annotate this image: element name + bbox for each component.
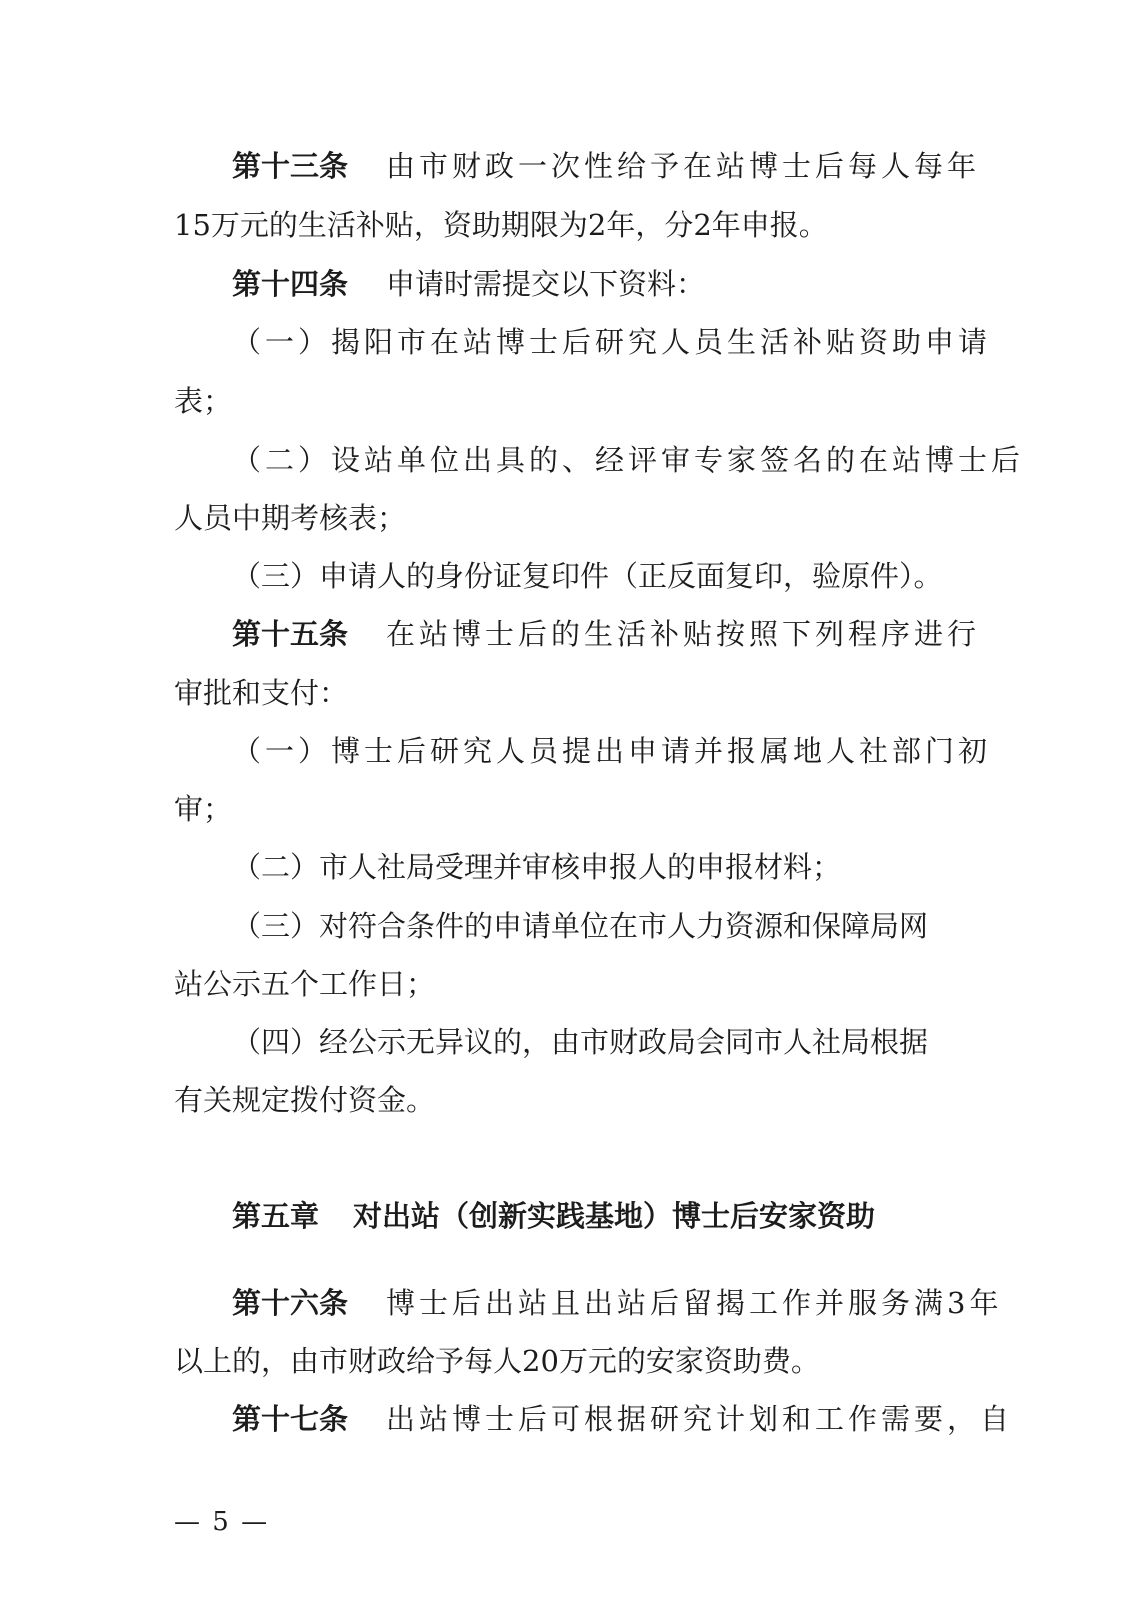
page-number: — 5 — xyxy=(174,1507,270,1537)
chapter-title: 对出站（创新实践基地）博士后安家资助 xyxy=(353,1199,876,1233)
article-14-item-3: （三）申请人的身份证复印件（正反面复印，验原件）。 xyxy=(232,559,943,593)
article-15-item-1: （一）博士后研究人员提出申请并报属地人社部门初 xyxy=(232,734,992,768)
article-15-continuation: 审批和支付： xyxy=(174,676,349,710)
article-17-text: 出站博士后可根据研究计划和工作需要，自 xyxy=(386,1402,1014,1436)
article-15-item-3-continuation: 站公示五个工作日； xyxy=(174,967,436,1001)
article-15-label: 第十五条 xyxy=(232,617,349,651)
article-16-text: 博士后出站且出站后留揭工作并服务满3年 xyxy=(386,1286,1003,1320)
article-14-item-1: （一）揭阳市在站博士后研究人员生活补贴资助申请 xyxy=(232,325,992,359)
chapter-heading xyxy=(232,1187,875,1245)
article-14-item-2-continuation: 人员中期考核表； xyxy=(174,501,407,535)
article-14-label: 第十四条 xyxy=(232,267,349,301)
article-15-item-3: （三）对符合条件的申请单位在市人力资源和保障局网 xyxy=(232,909,929,943)
article-14-item-1-continuation: 表； xyxy=(174,384,233,418)
article-14-text: 申请时需提交以下资料： xyxy=(386,267,706,301)
chapter-number: 第五章 xyxy=(232,1199,320,1233)
article-14-item-2: （二）设站单位出具的、经评审专家签名的在站博士后 xyxy=(232,443,1025,477)
article-15 xyxy=(0,605,1138,663)
article-13-label: 第十三条 xyxy=(232,149,349,183)
article-13-text: 由市财政一次性给予在站博士后每人每年 xyxy=(386,149,981,183)
article-16-label: 第十六条 xyxy=(232,1286,349,1320)
article-15-item-2: （二）市人社局受理并审核申报人的申报材料； xyxy=(232,850,842,884)
article-17-label: 第十七条 xyxy=(232,1402,349,1436)
article-15-item-4: （四）经公示无异议的，由市财政局会同市人社局根据 xyxy=(232,1025,929,1059)
article-13-continuation: 15万元的生活补贴，资助期限为2年，分2年申报。 xyxy=(174,208,828,242)
article-16 xyxy=(0,1274,1138,1332)
article-17 xyxy=(0,1390,1138,1448)
article-13 xyxy=(0,137,1138,195)
article-14 xyxy=(0,255,1138,313)
article-15-item-1-continuation: 审； xyxy=(174,792,233,826)
article-16-continuation: 以上的，由市财政给予每人20万元的安家资助费。 xyxy=(174,1344,820,1378)
article-15-item-4-continuation: 有关规定拨付资金。 xyxy=(174,1083,436,1117)
article-15-text: 在站博士后的生活补贴按照下列程序进行 xyxy=(386,617,981,651)
